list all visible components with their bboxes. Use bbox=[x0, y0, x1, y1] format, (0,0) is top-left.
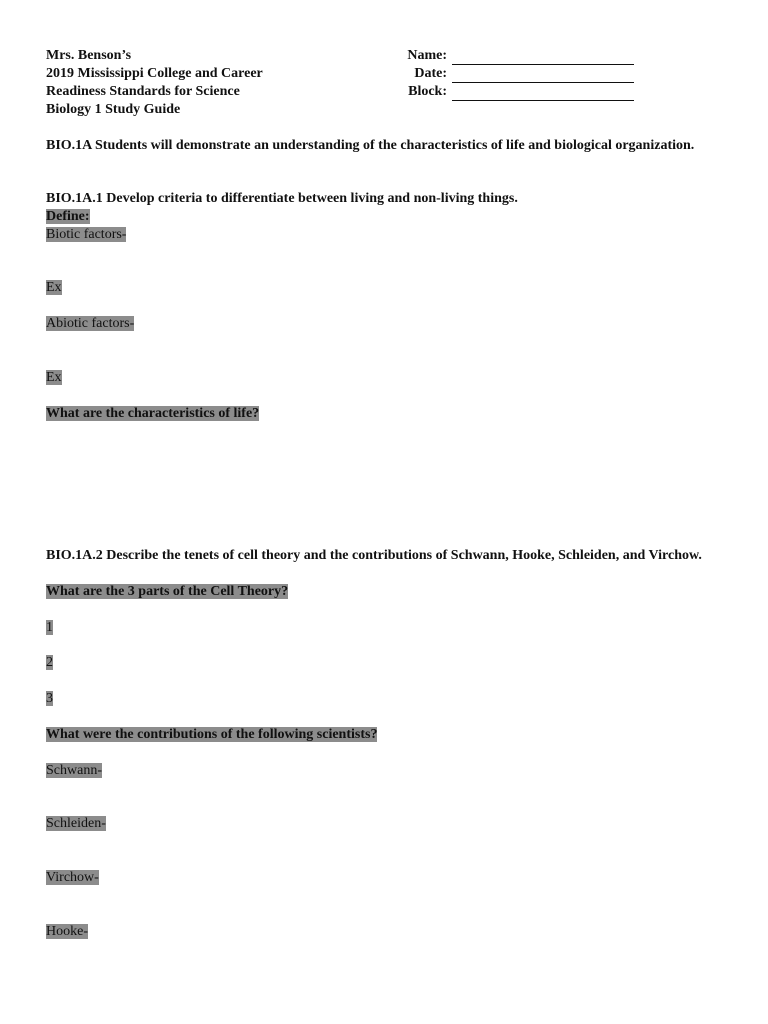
scientist-schwann: Schwann- bbox=[46, 763, 102, 778]
standard-bio-1a2: BIO.1A.2 Describe the tenets of cell theory and the contributions of Schwann, Hooke, Schleiden, and Virchow. bbox=[46, 548, 702, 563]
cell-theory-part-3: 3 bbox=[46, 691, 53, 706]
name-blank-line[interactable] bbox=[452, 50, 634, 65]
block-blank-line[interactable] bbox=[452, 86, 634, 101]
block-field[interactable] bbox=[405, 83, 634, 101]
date-label: Date: bbox=[414, 66, 447, 81]
date-field[interactable] bbox=[405, 65, 634, 83]
teacher-name: Mrs. Benson’s bbox=[46, 48, 132, 63]
standard-bio-1a1: BIO.1A.1 Develop criteria to differentiate between living and non-living things. bbox=[46, 191, 518, 206]
standard-bio-1a: BIO.1A Students will demonstrate an understanding of the characteristics of life and biological organization. bbox=[46, 138, 695, 153]
cell-theory-part-2: 2 bbox=[46, 655, 53, 670]
scientist-hooke: Hooke- bbox=[46, 924, 88, 939]
define-label: Define: bbox=[46, 209, 90, 224]
cell-theory-question: What are the 3 parts of the Cell Theory? bbox=[46, 584, 289, 599]
standards-title-line-1: 2019 Mississippi College and Career bbox=[46, 66, 263, 81]
cell-theory-part-1: 1 bbox=[46, 620, 53, 635]
scientist-virchow: Virchow- bbox=[46, 870, 99, 885]
header-title-block bbox=[46, 47, 263, 119]
abiotic-example-prompt: Ex bbox=[46, 370, 62, 385]
student-info-fields bbox=[405, 47, 634, 101]
guide-title: Biology 1 Study Guide bbox=[46, 102, 181, 117]
name-field[interactable] bbox=[405, 47, 634, 65]
date-blank-line[interactable] bbox=[452, 68, 634, 83]
biotic-example-prompt: Ex bbox=[46, 280, 62, 295]
biotic-factors-prompt: Biotic factors- bbox=[46, 227, 127, 242]
abiotic-factors-prompt: Abiotic factors- bbox=[46, 316, 135, 331]
standards-title-line-2: Readiness Standards for Science bbox=[46, 84, 240, 99]
characteristics-question: What are the characteristics of life? bbox=[46, 406, 260, 421]
block-label: Block: bbox=[408, 84, 447, 99]
scientist-schleiden: Schleiden- bbox=[46, 816, 106, 831]
scientists-question: What were the contributions of the following scientists? bbox=[46, 727, 378, 742]
name-label: Name: bbox=[407, 48, 447, 63]
